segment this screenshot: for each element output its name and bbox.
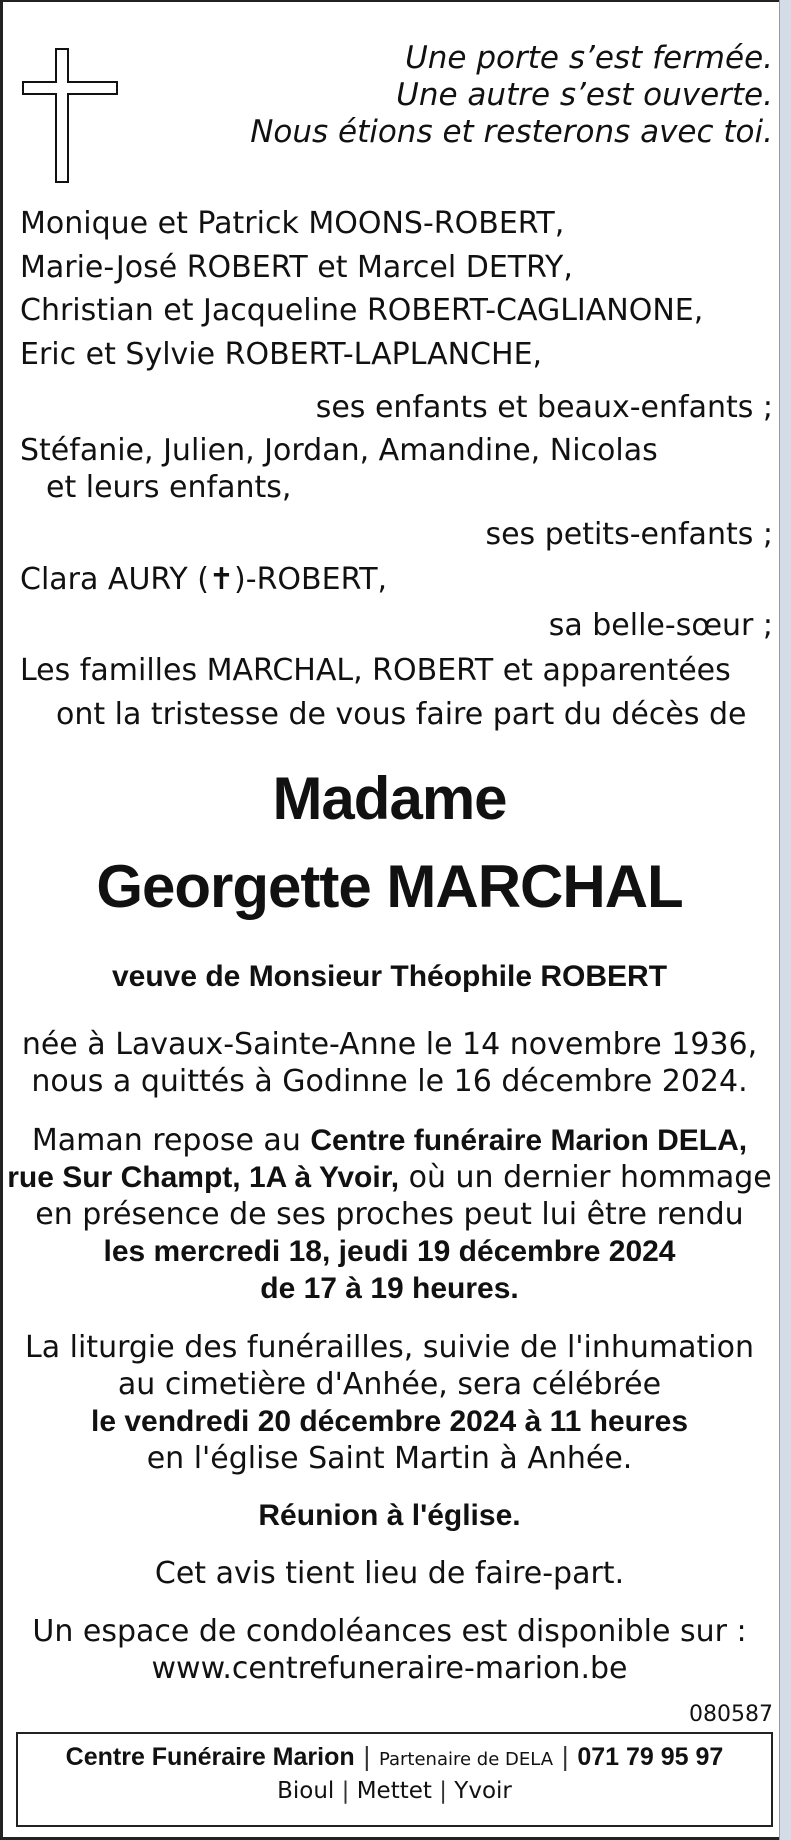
grandchildren-role: ses petits-enfants ; [485, 517, 773, 552]
sister-in-law-name-end: )-ROBERT, [234, 562, 388, 597]
cross-icon [22, 48, 118, 183]
viewing-place: Centre funéraire Marion DELA, [310, 1124, 748, 1157]
families-line: Les familles MARCHAL, ROBERT et apparentées [20, 653, 731, 688]
footer-row-1 [18, 1742, 771, 1772]
reunion-line: Réunion à l'église. [258, 1499, 521, 1532]
grandchildren-names: Stéfanie, Julien, Jordan, Amandine, Nicolas [20, 433, 658, 468]
sister-in-law-role: sa belle-sœur ; [548, 608, 773, 643]
viewing-text: Maman repose au [31, 1123, 311, 1158]
sister-in-law [20, 562, 387, 597]
separator: | [439, 1778, 447, 1804]
viewing-dates: les mercredi 18, jeudi 19 décembre 2024 [103, 1235, 676, 1268]
condolences-url[interactable]: www.centrefuneraire-marion.be [151, 1651, 628, 1686]
family-child-line: Eric et Sylvie ROBERT-LAPLANCHE, [20, 337, 543, 372]
sister-in-law-name: Clara AURY ( [20, 562, 209, 597]
death-line: nous a quittés à Godinne le 16 décembre 2024. [31, 1064, 748, 1099]
notice-line: Cet avis tient lieu de faire-part. [154, 1556, 625, 1591]
family-child-line: Monique et Patrick MOONS-ROBERT, [20, 206, 565, 241]
funeral-line-1: La liturgie des funérailles, suivie de l'inhumation [25, 1330, 754, 1365]
viewing-text: où un dernier hommage [399, 1160, 772, 1195]
footer-location: Bioul [277, 1778, 335, 1804]
deceased-name: Georgette MARCHAL [96, 853, 683, 920]
viewing-line-2 [0, 1159, 779, 1196]
reference-number: 080587 [689, 1702, 773, 1727]
announcement-line: ont la tristesse de vous faire part du décès de [56, 697, 747, 732]
viewing-line-3: en présence de ses proches peut lui être rendu [35, 1197, 744, 1232]
right-edge-bar [779, 0, 791, 1840]
birth-line: née à Lavaux-Sainte-Anne le 14 novembre 1936, [21, 1027, 758, 1062]
epitaph-line: Une porte s’est fermée. [405, 40, 773, 76]
small-cross-icon: ✝ [208, 562, 235, 597]
widow-of-line: veuve de Monsieur Théophile ROBERT [111, 960, 668, 993]
footer-box [16, 1732, 773, 1827]
family-child-line: Marie-José ROBERT et Marcel DETRY, [20, 250, 573, 285]
footer-company: Centre Funéraire Marion [65, 1743, 355, 1771]
separator: | [341, 1778, 350, 1804]
footer-partner: Partenaire de DELA [378, 1749, 554, 1770]
children-role: ses enfants et beaux-enfants ; [315, 390, 773, 425]
grandchildren-names-cont: et leurs enfants, [46, 470, 292, 505]
separator: | [362, 1742, 371, 1771]
epitaph-line: Nous étions et resterons avec toi. [250, 114, 773, 150]
footer-row-2 [18, 1778, 771, 1804]
footer-location: Yvoir [454, 1778, 512, 1804]
epitaph [250, 40, 773, 151]
viewing-line-1 [0, 1122, 779, 1159]
funeral-date: le vendredi 20 décembre 2024 à 11 heures [90, 1405, 689, 1438]
footer-phone: 071 79 95 97 [577, 1743, 724, 1771]
family-child-line: Christian et Jacqueline ROBERT-CAGLIANONE, [20, 293, 704, 328]
condolences-line: Un espace de condoléances est disponible sur : [32, 1614, 747, 1649]
deceased-title: Madame [272, 765, 507, 832]
funeral-church: en l'église Saint Martin à Anhée. [146, 1441, 633, 1476]
funeral-line-2: au cimetière d'Anhée, sera célébrée [117, 1367, 662, 1402]
epitaph-line: Une autre s’est ouverte. [396, 77, 773, 113]
footer-location: Mettet [356, 1778, 432, 1804]
viewing-hours: de 17 à 19 heures. [260, 1272, 519, 1305]
separator: | [560, 1742, 570, 1771]
viewing-address: rue Sur Champt, 1A à Yvoir, [7, 1161, 400, 1194]
